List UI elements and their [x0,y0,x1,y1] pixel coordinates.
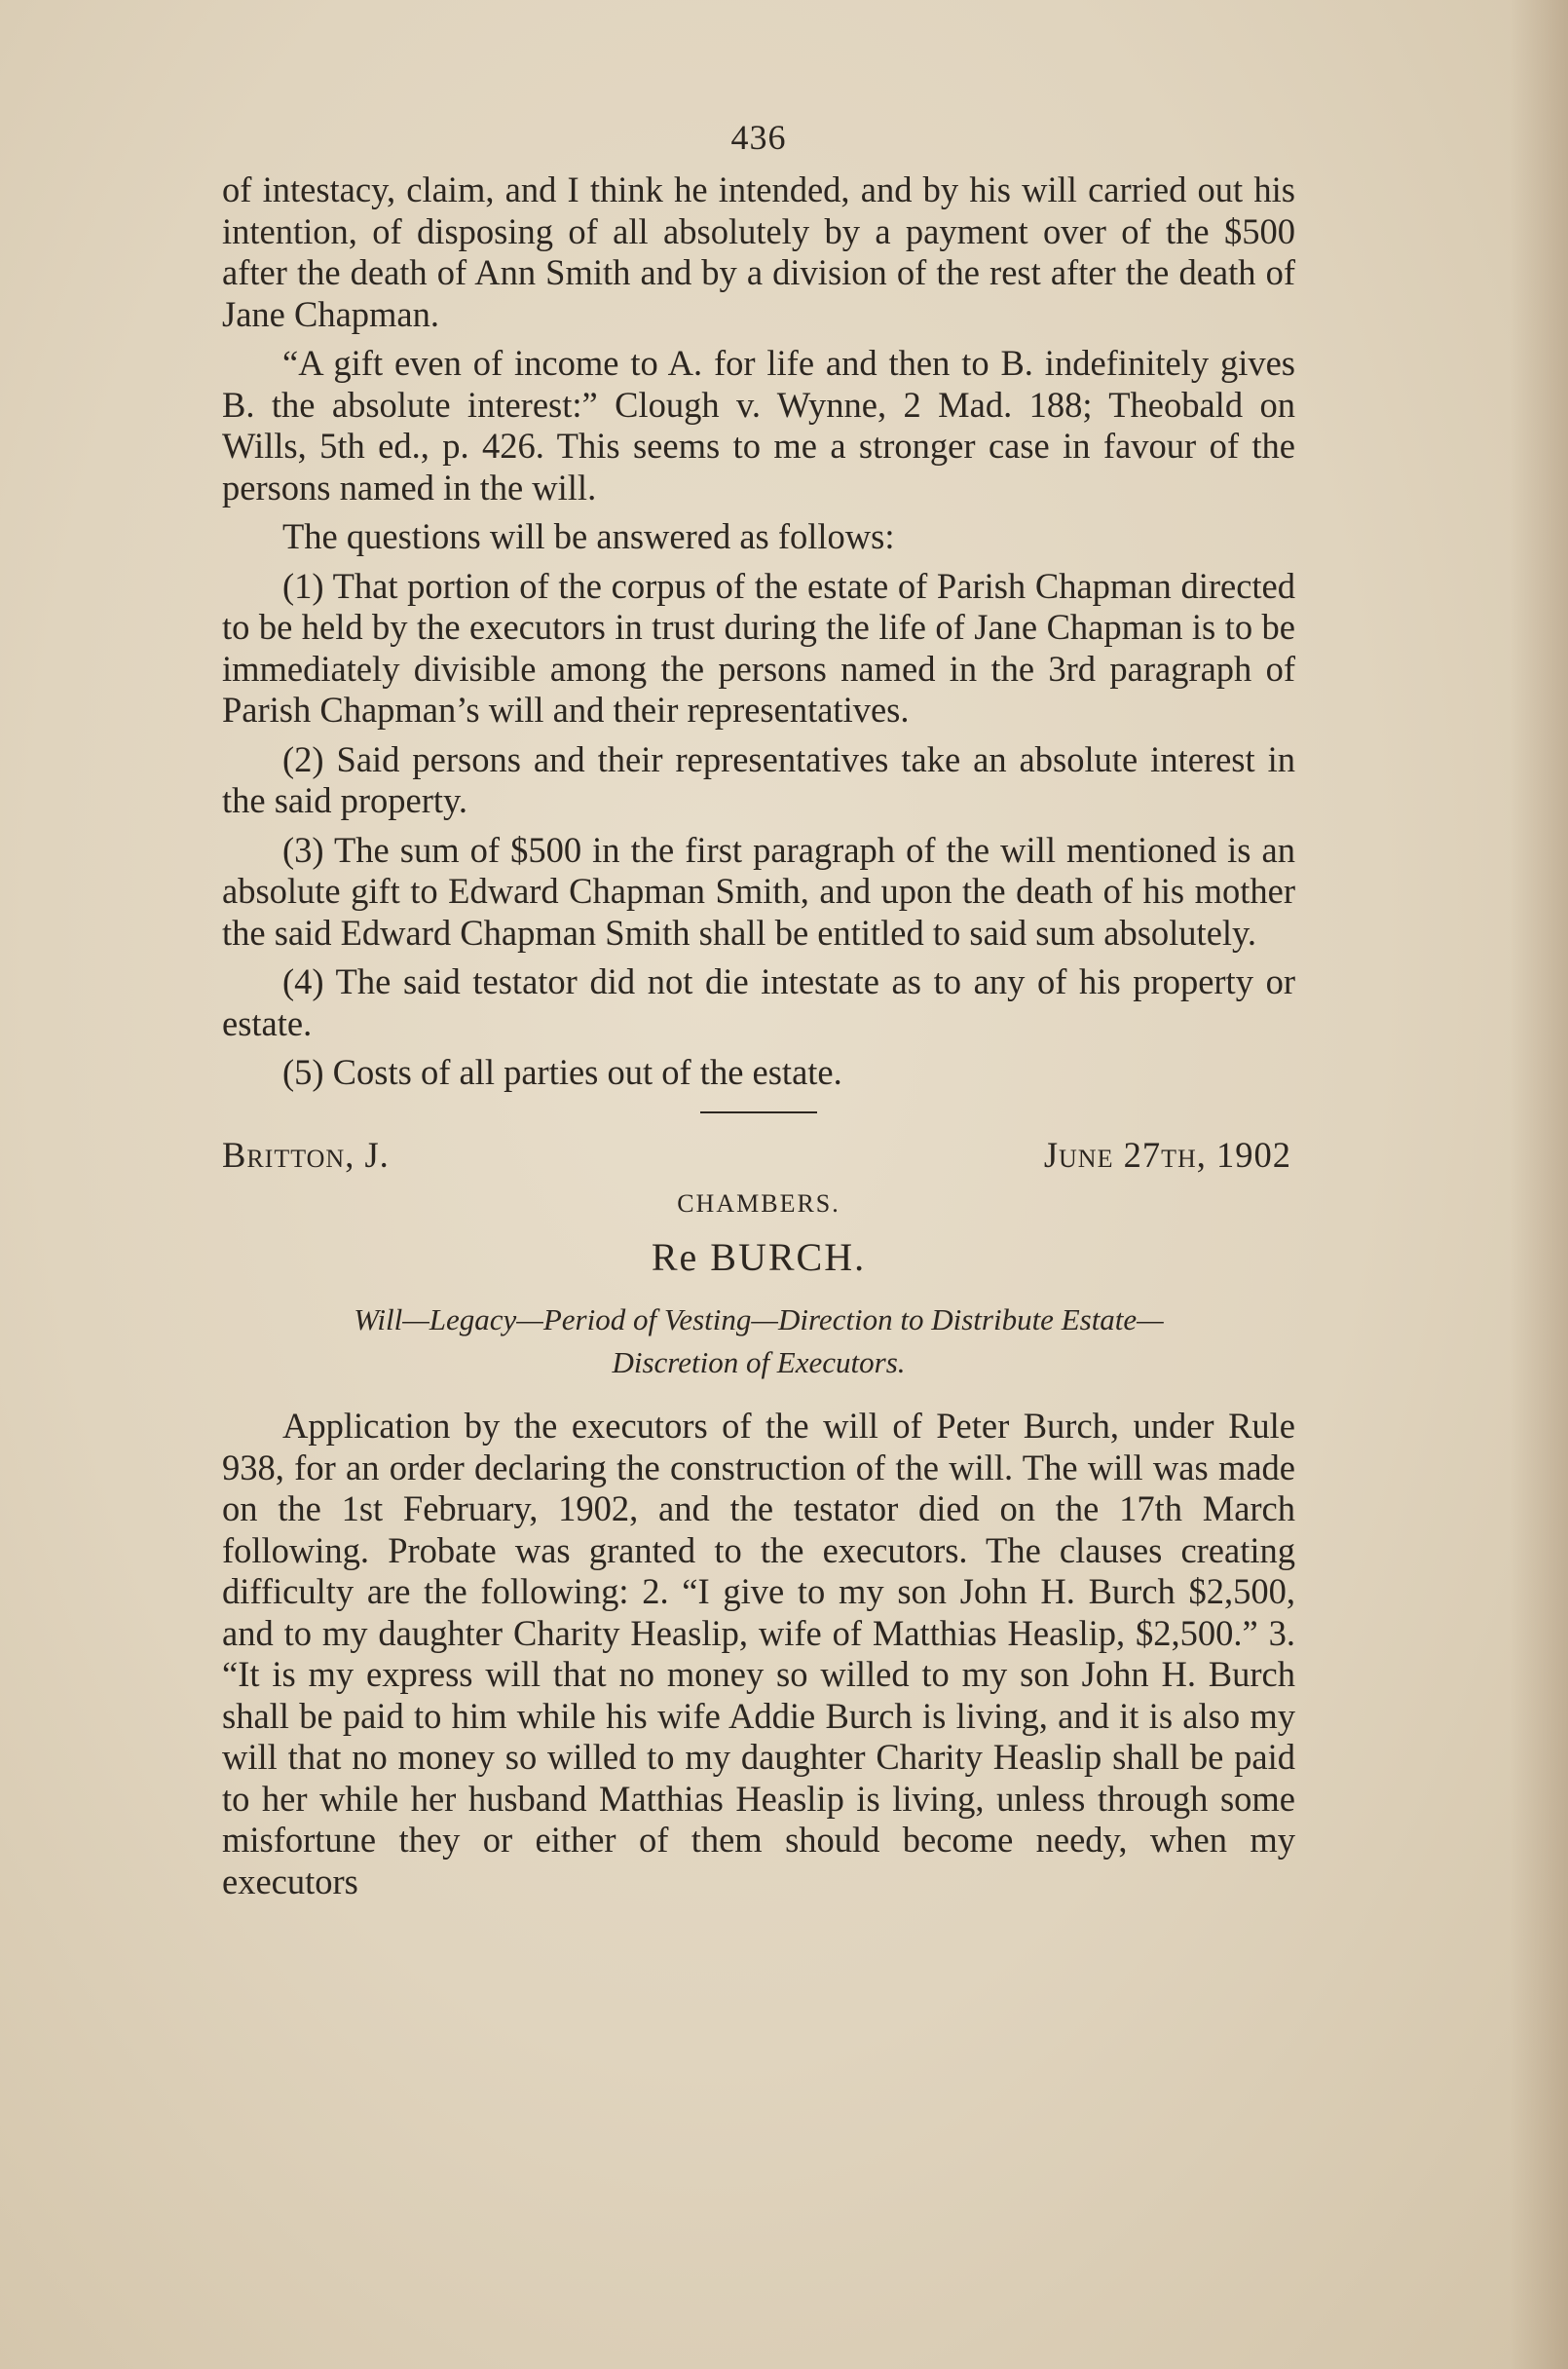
page-text [222,117,1295,1902]
paragraph-continuation: of intestacy, claim, and I think he intended, and by his will carried out his intention, of disposing of all absolutely by a payment over of the $500 after the death of Ann Smith and by a division of the rest after the death of Jane Chapman. [222,169,1295,334]
answer-5: (5) Costs of all parties out of the estate. [282,1052,842,1092]
section-divider [700,1111,817,1113]
answer-2: (2) Said persons and their representatives take an absolute interest in the said property. [222,738,1295,820]
paragraph-quote: “A gift even of income to A. for life and then to B. indefinitely gives B. the absolute interest:” Clough v. Wynne, 2 Mad. 188; Theobald on Wills, 5th ed., p. 426. This seems to me a stronger case in favour of the persons named in the will. [222,343,1295,508]
headnote-line-2: Discretion of Executors. [612,1345,906,1379]
chambers-label: CHAMBERS. [677,1189,840,1218]
decision-date: June 27th, 1902 [1043,1134,1291,1175]
headnote-line-1: Will—Legacy—Period of Vesting—Direction to Distribute Estate— [354,1302,1164,1336]
case-title: Re BURCH. [651,1235,867,1279]
headnote [222,1298,1295,1384]
paragraph-questions-intro: The questions will be answered as follows: [282,516,895,556]
answer-3: (3) The sum of $500 in the first paragraph of the will mentioned is an absolute gift to Edward Chapman Smith, and upon the death of his mother the said Edward Chapman Smith shall be entitled to said sum absolutely. [222,829,1295,953]
judge-name: Britton, J. [222,1134,390,1175]
page-edge-shadow [1510,0,1568,2369]
answer-4: (4) The said testator did not die intestate as to any of his property or estate. [222,961,1295,1043]
page-number: 436 [730,118,787,157]
body-paragraph: Application by the executors of the will of Peter Burch, under Rule 938, for an order declaring the construction of the will. The will was made on the 1st February, 1902, and the testator died on the 17th March following. Probate was granted to the executors. The clauses creating difficulty are the following: 2. “I give to my son John H. Burch $2,500, and to my daughter Charity Heaslip, wife of Matthias Heaslip, $2,500.” 3. “It is my express will that no money so willed to my son John H. Burch shall be paid to him while his wife Addie Burch is living, and it is also my will that no money so willed to my daughter Charity Heaslip shall be paid to her while her husband Matthias Heaslip is living, unless through some misfortune they or either of them should become needy, when my executors [222,1406,1295,1901]
judge-date-line [222,1135,1295,1177]
answer-1: (1) That portion of the corpus of the estate of Parish Chapman directed to be held by the executors in trust during the life of Jane Chapman is to be immediately divisible among the persons named in the 3rd paragraph of Parish Chapman’s will and their representatives. [222,565,1295,730]
